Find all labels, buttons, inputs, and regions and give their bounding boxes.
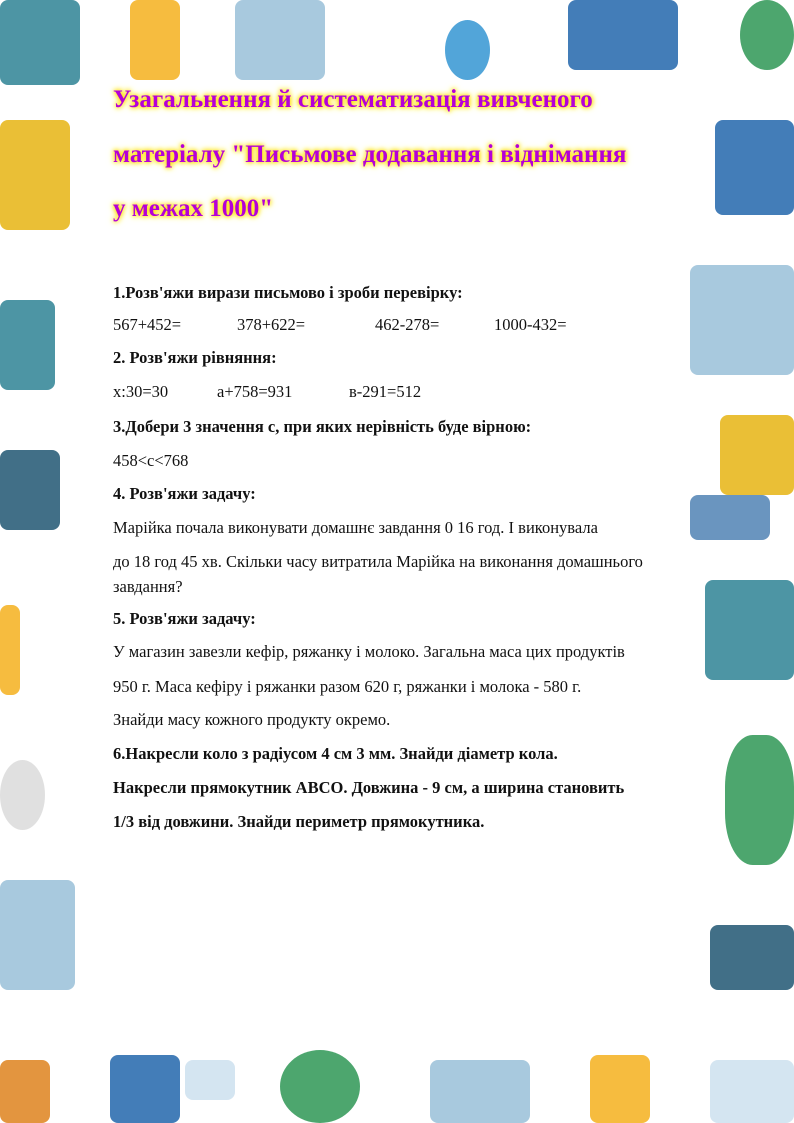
notes-icon [0, 880, 75, 990]
notes-icon [430, 1060, 530, 1123]
equation: х:30=30 [113, 382, 169, 401]
pencil-icon [130, 0, 180, 80]
task5-heading: 5. Розв'яжи задачу: [113, 609, 256, 628]
books-icon [690, 495, 770, 540]
pencil-icon [0, 1060, 50, 1123]
expression: 1000-432= [494, 315, 567, 334]
equation: а+758=931 [217, 382, 293, 401]
task6-text-line: 6.Накресли коло з радіусом 4 см 3 мм. Знайди діаметр кола. [113, 744, 558, 763]
task3-inequality: 458<с<768 [113, 451, 189, 470]
alarm-clock-icon [445, 20, 490, 80]
books-icon [710, 925, 794, 990]
task1-expressions [113, 315, 567, 335]
task6-text-line: Накресли прямокутник АВСО. Довжина - 9 см, а ширина становить [113, 778, 625, 797]
task4-heading: 4. Розв'яжи задачу: [113, 484, 256, 503]
backpack-icon [715, 120, 794, 215]
task1-heading: 1.Розв'яжи вирази письмово і зроби перевірку: [113, 283, 463, 302]
calculator-icon [705, 580, 794, 680]
soccer-ball-icon [0, 760, 45, 830]
task4-text-line: Марійка почала виконувати домашнє завдання 0 16 год. І виконувала [113, 518, 598, 537]
task5-text-line: У магазин завезли кефір, ряжанку і молоко. Загальна маса цих продуктів [113, 642, 625, 661]
calculator-icon [0, 0, 80, 85]
task4-text-line: до 18 год 45 хв. Скільки часу витратила Марійка на виконання домашнього [113, 552, 643, 571]
laptop-icon [235, 0, 325, 80]
page-title-line-1: Узагальнення й систематизація вивченого [113, 86, 593, 113]
task6-text-line: 1/3 від довжини. Знайди периметр прямокутника. [113, 812, 485, 831]
laptop-icon [690, 265, 794, 375]
task4-text-line: завдання? [113, 577, 183, 596]
pencil-icon [0, 605, 20, 695]
notes-icon [710, 1060, 794, 1123]
task2-equations [113, 382, 421, 402]
trophy-icon [0, 120, 70, 230]
expression: 567+452= [113, 315, 182, 334]
pencil-icon [590, 1055, 650, 1123]
globe-icon [280, 1050, 360, 1123]
calculator-icon [0, 300, 55, 390]
task3-heading: 3.Добери 3 значення с, при яких нерівність буде вірною: [113, 417, 532, 436]
expression: 462-278= [375, 315, 440, 334]
globe-icon [725, 735, 794, 865]
books-icon [0, 450, 60, 530]
page-title-line-3: у межах 1000" [113, 195, 274, 222]
expression: 378+622= [237, 315, 306, 334]
trophy-icon [720, 415, 794, 495]
backpack-icon [110, 1055, 180, 1123]
globe-icon [740, 0, 794, 70]
task2-heading: 2. Розв'яжи рівняння: [113, 348, 277, 367]
backpack-icon [568, 0, 678, 70]
task5-text-line: Знайди масу кожного продукту окремо. [113, 710, 391, 729]
paper-plane-icon [185, 1060, 235, 1100]
task5-text-line: 950 г. Маса кефіру і ряжанки разом 620 г, ряжанки і молока - 580 г. [113, 677, 582, 696]
page-title-line-2: матеріалу "Письмове додавання і віднімання [113, 141, 627, 168]
equation: в-291=512 [349, 382, 422, 401]
